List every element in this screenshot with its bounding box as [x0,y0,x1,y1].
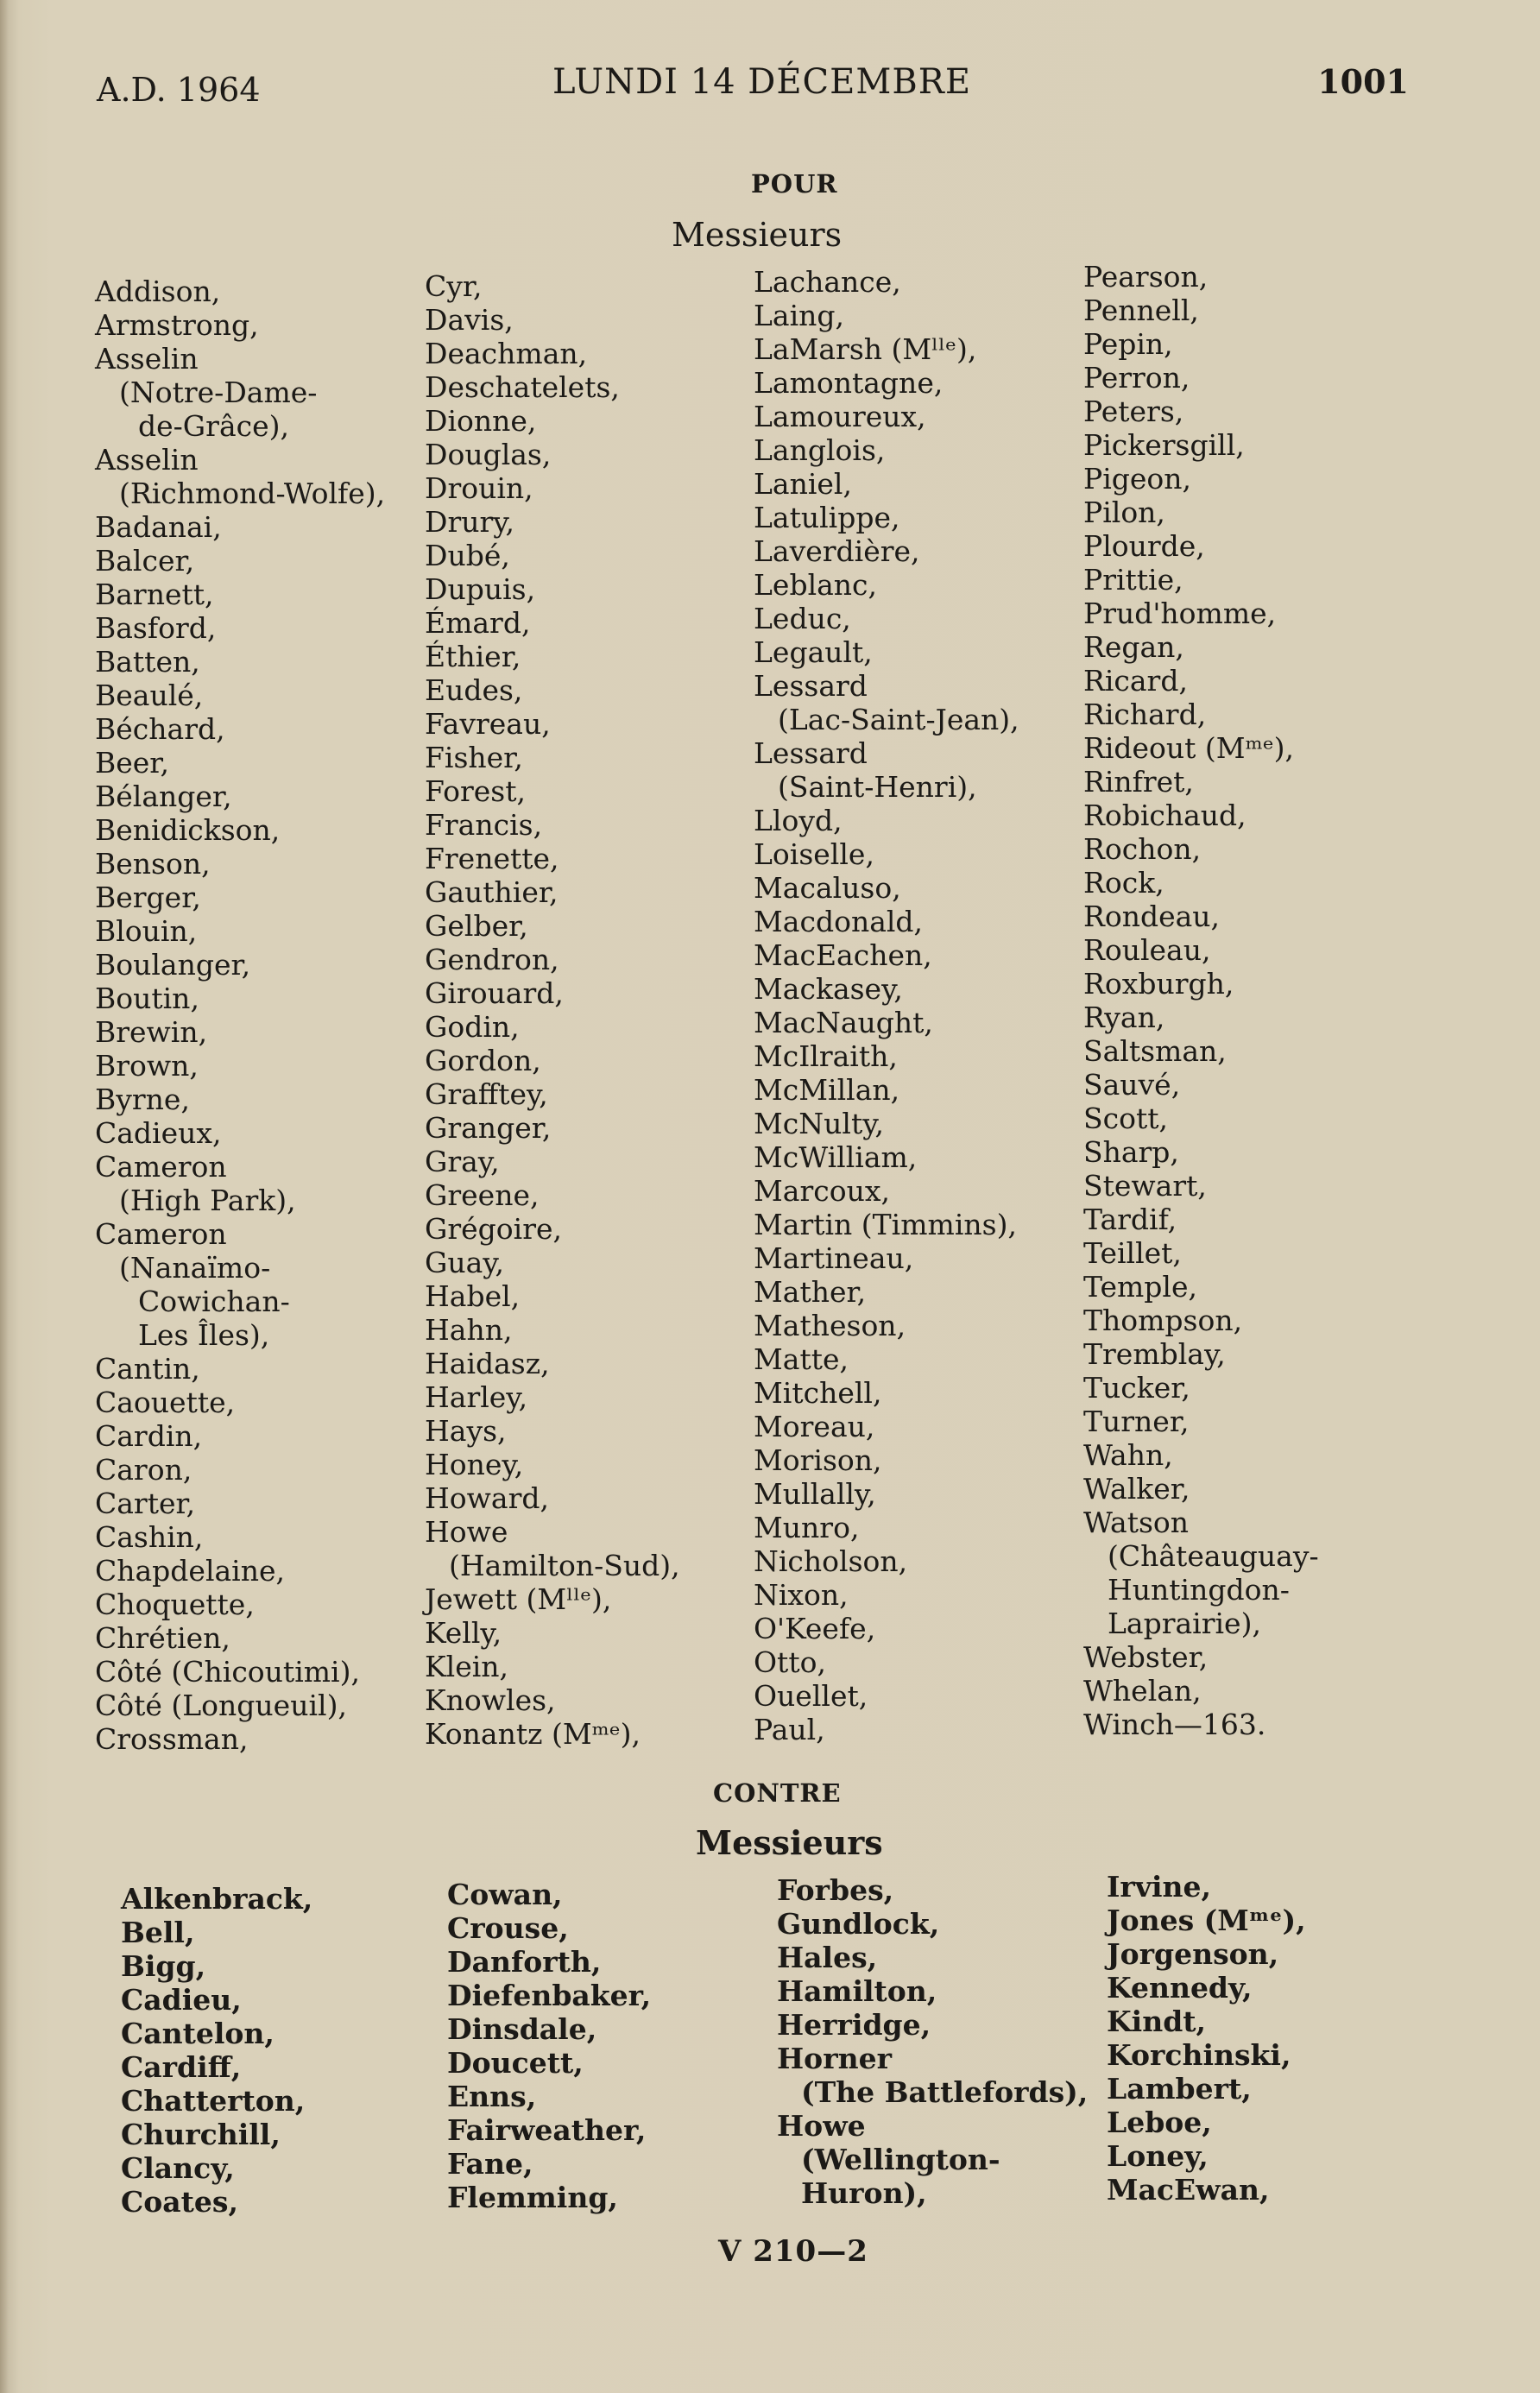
member-name: Francis, [425,808,543,842]
member-name: Langlois, [754,433,886,467]
member-name: Haidasz, [425,1347,550,1380]
member-name: Martineau, [754,1241,914,1275]
member-name: Deachman, [425,337,588,370]
member-name: Frenette, [425,842,559,875]
member-name: Danforth, [447,1945,602,1979]
member-name: Otto, [754,1645,826,1679]
member-name: Pennell, [1083,294,1199,327]
member-name: Walker, [1083,1472,1190,1506]
member-name: Douglas, [425,438,552,471]
member-name: Diefenbaker, [447,1979,652,2012]
member-name: Dubé, [425,539,510,572]
member-name: Macaluso, [754,871,901,905]
signature-mark: V 210—2 [718,2234,868,2269]
member-name: Regan, [1083,630,1184,664]
member-name: Crossman, [95,1722,249,1756]
member-name: Barnett, [95,578,214,611]
member-name: Pearson, [1083,260,1209,294]
member-name: Rock, [1083,866,1164,900]
member-name: Lessard [754,669,868,703]
member-name: Forbes, [777,1873,894,1907]
member-name: Beaulé, [95,679,204,712]
member-name: Favreau, [425,707,551,741]
contre-subheading: Messieurs [696,1823,883,1862]
member-name: Perron, [1083,361,1190,395]
member-name: Honey, [425,1448,524,1481]
member-name: MacEachen, [754,938,932,972]
member-name: Wahn, [1083,1438,1173,1472]
member-name: Watson [1083,1506,1190,1539]
page-header [97,62,1409,114]
member-name: Knowles, [425,1683,556,1717]
member-name: Loiselle, [754,837,874,871]
member-name: Côté (Longueuil), [95,1689,347,1722]
member-name: Dinsdale, [447,2012,597,2046]
member-name: Laverdière, [754,534,920,568]
member-name: Matheson, [754,1309,906,1342]
member-name: LaMarsh (Mˡˡᵉ), [754,332,977,366]
member-name: Roxburgh, [1083,967,1234,1001]
member-name: Whelan, [1083,1674,1202,1708]
member-name: (Nanaïmo- [119,1251,271,1285]
member-name: Morison, [754,1443,882,1477]
member-name: Gelber, [425,909,528,943]
member-name: Flemming, [447,2181,618,2214]
member-name: Fairweather, [447,2113,647,2147]
member-name: McIlraith, [754,1039,898,1073]
member-name: Klein, [425,1650,509,1683]
member-name: Ouellet, [754,1679,868,1713]
member-name: Horner [777,2042,892,2075]
contre-column-4 [1107,1870,1306,2207]
contre-column-1 [121,1882,312,2219]
member-name: Grafftey, [425,1077,548,1111]
member-name: Chatterton, [121,2084,306,2118]
member-name: (Hamilton-Sud), [449,1549,680,1582]
member-name: Lamoureux, [754,400,926,433]
member-name: Laprairie), [1108,1607,1261,1640]
member-name: Teillet, [1083,1236,1182,1270]
member-name: Hays, [425,1414,507,1448]
member-name: Mullally, [754,1477,876,1511]
member-name: Leduc, [754,602,851,635]
member-name: Martin (Timmins), [754,1208,1017,1241]
member-name: Thompson, [1083,1304,1243,1337]
member-name: Plourde, [1083,529,1205,563]
member-name: Korchinski, [1107,2038,1291,2072]
member-name: Godin, [425,1010,520,1044]
member-name: Boulanger, [95,948,251,982]
member-name: (Richmond-Wolfe), [119,477,386,510]
member-name: Howe [777,2109,866,2143]
member-name: Matte, [754,1342,849,1376]
member-name: Rideout (Mᵐᵉ), [1083,731,1294,765]
member-name: Basford, [95,611,217,645]
member-name: Cashin, [95,1520,204,1554]
member-name: Fane, [447,2147,533,2181]
pour-column-3 [754,265,1019,1746]
member-name: Asselin [95,443,199,477]
member-name: (Châteauguay- [1108,1539,1319,1573]
member-name: Girouard, [425,976,564,1010]
member-name: Benson, [95,847,211,881]
pour-column-2 [425,269,680,1751]
member-name: Cardiff, [121,2050,242,2084]
member-name: Bélanger, [95,780,232,813]
member-name: (Saint-Henri), [778,770,977,804]
member-name: Coates, [121,2185,238,2219]
member-name: Éthier, [425,640,521,673]
member-name: Eudes, [425,673,523,707]
member-name: Lachance, [754,265,901,299]
member-name: Gordon, [425,1044,541,1077]
member-name: Hahn, [425,1313,513,1347]
pour-heading: POUR [751,169,838,199]
member-name: Byrne, [95,1083,190,1116]
member-name: Pilon, [1083,496,1165,529]
member-name: O'Keefe, [754,1612,876,1645]
member-name: Carter, [95,1487,196,1520]
member-name: Lamontagne, [754,366,944,400]
member-name: Rondeau, [1083,900,1221,933]
member-name: Cowichan- [138,1285,290,1318]
member-name: Béchard, [95,712,225,746]
member-name: Batten, [95,645,200,679]
member-name: Gundlock, [777,1907,940,1941]
member-name: McMillan, [754,1073,900,1107]
member-name: Brown, [95,1049,199,1083]
member-name: Peters, [1083,395,1184,428]
member-name: Macdonald, [754,905,924,938]
member-name: Kennedy, [1107,1971,1253,2005]
member-name: Gray, [425,1145,500,1178]
member-name: Enns, [447,2080,537,2113]
header-date: LUNDI 14 DÉCEMBRE [552,62,972,102]
member-name: Alkenbrack, [121,1882,313,1916]
member-name: Ryan, [1083,1001,1165,1034]
member-name: Rouleau, [1083,933,1211,967]
member-name: Granger, [425,1111,552,1145]
member-name: McWilliam, [754,1140,918,1174]
member-name: Doucett, [447,2046,584,2080]
member-name: Herridge, [777,2008,931,2042]
member-name: Moreau, [754,1410,875,1443]
member-name: Harley, [425,1380,528,1414]
member-name: Habel, [425,1279,521,1313]
contre-column-3 [777,1873,1088,2210]
member-name: Churchill, [121,2118,281,2151]
member-name: Davis, [425,303,514,337]
member-name: MacEwan, [1107,2173,1270,2207]
member-name: Cantelon, [121,2017,275,2050]
member-name: Robichaud, [1083,799,1247,832]
member-name: Crouse, [447,1911,569,1945]
member-name: Hamilton, [777,1974,937,2008]
member-name: Caouette, [95,1386,236,1419]
member-name: Leblanc, [754,568,878,602]
member-name: Mitchell, [754,1376,882,1410]
member-name: Tardif, [1083,1203,1177,1236]
member-name: Temple, [1083,1270,1197,1304]
member-name: Pepin, [1083,327,1173,361]
member-name: MacNaught, [754,1006,933,1039]
pour-column-1 [95,275,385,1756]
member-name: Konantz (Mᵐᵉ), [425,1717,641,1751]
member-name: Kelly, [425,1616,502,1650]
member-name: Scott, [1083,1102,1168,1135]
member-name: Stewart, [1083,1169,1207,1203]
member-name: Mather, [754,1275,867,1309]
member-name: Dupuis, [425,572,536,606]
member-name: Pigeon, [1083,462,1192,496]
member-name: Dionne, [425,404,537,438]
member-name: Émard, [425,606,531,640]
member-name: Bell, [121,1916,195,1949]
member-name: Prud'homme, [1083,597,1277,630]
member-name: Guay, [425,1246,505,1279]
member-name: Jones (Mᵐᵉ), [1107,1904,1306,1937]
member-name: Irvine, [1107,1870,1212,1904]
member-name: Huron), [801,2176,927,2210]
member-name: Howe [425,1515,508,1549]
member-name: (High Park), [119,1184,296,1217]
member-name: Laniel, [754,467,852,501]
member-name: Prittie, [1083,563,1183,597]
member-name: Paul, [754,1713,825,1746]
member-name: Clancy, [121,2151,235,2185]
member-name: (Lac-Saint-Jean), [778,703,1019,736]
member-name: Richard, [1083,698,1207,731]
member-name: Addison, [95,275,221,308]
member-name: Boutin, [95,982,199,1015]
member-name: Balcer, [95,544,195,578]
member-name: Lambert, [1107,2072,1252,2106]
header-page-number: 1001 [1317,62,1409,101]
member-name: Drury, [425,505,515,539]
member-name: Hales, [777,1941,878,1974]
member-name: Cyr, [425,269,483,303]
member-name: Chrétien, [95,1621,230,1655]
member-name: Cameron [95,1217,227,1251]
member-name: Grégoire, [425,1212,563,1246]
member-name: (Notre-Dame- [119,376,318,409]
member-name: (The Battlefords), [801,2075,1089,2109]
member-name: Gauthier, [425,875,559,909]
member-name: Laing, [754,299,845,332]
member-name: Cadieux, [95,1116,222,1150]
member-name: Saltsman, [1083,1034,1227,1068]
member-name: Deschatelets, [425,370,620,404]
member-name: Jewett (Mˡˡᵉ), [425,1582,612,1616]
member-name: Kindt, [1107,2005,1207,2038]
member-name: Armstrong, [95,308,259,342]
member-name: Côté (Chicoutimi), [95,1655,360,1689]
member-name: Cardin, [95,1419,203,1453]
member-name: Ricard, [1083,664,1188,698]
member-name: Rinfret, [1083,765,1194,799]
member-name: Huntingdon- [1108,1573,1290,1607]
contre-column-2 [447,1878,651,2214]
header-year: A.D. 1964 [97,71,261,109]
member-name: Cantin, [95,1352,200,1386]
member-name: Greene, [425,1178,540,1212]
member-name: Latulippe, [754,501,900,534]
member-name: Legault, [754,635,873,669]
member-name: Les Îles), [138,1318,270,1352]
member-name: Blouin, [95,914,198,948]
member-name: Choquette, [95,1588,255,1621]
member-name: Sharp, [1083,1135,1179,1169]
member-name: McNulty, [754,1107,884,1140]
pour-column-4 [1083,260,1319,1741]
member-name: Howard, [425,1481,549,1515]
member-name: Lloyd, [754,804,843,837]
member-name: Webster, [1083,1640,1209,1674]
member-name: Chapdelaine, [95,1554,286,1588]
member-name: Marcoux, [754,1174,890,1208]
member-name: Gendron, [425,943,559,976]
member-name: Cowan, [447,1878,563,1911]
member-name: Pickersgill, [1083,428,1245,462]
member-name: Mackasey, [754,972,903,1006]
member-name: Cadieu, [121,1983,242,2017]
member-name: Asselin [95,342,199,376]
member-name: Bigg, [121,1949,206,1983]
member-name: Badanai, [95,510,222,544]
member-name: Winch—163. [1083,1708,1266,1741]
member-name: Nixon, [754,1578,849,1612]
member-name: Turner, [1083,1405,1190,1438]
member-name: Nicholson, [754,1544,908,1578]
member-name: Berger, [95,881,201,914]
member-name: Fisher, [425,741,523,774]
member-name: Munro, [754,1511,860,1544]
member-name: Rochon, [1083,832,1202,866]
member-name: de-Grâce), [138,409,289,443]
member-name: Tremblay, [1083,1337,1226,1371]
member-name: Cameron [95,1150,227,1184]
member-name: Brewin, [95,1015,208,1049]
member-name: Lessard [754,736,868,770]
member-name: Forest, [425,774,526,808]
member-name: Tucker, [1083,1371,1190,1405]
member-name: Benidickson, [95,813,281,847]
member-name: (Wellington- [801,2143,1000,2176]
member-name: Jorgenson, [1107,1937,1279,1971]
pour-subheading: Messieurs [672,216,843,254]
member-name: Beer, [95,746,169,780]
member-name: Leboe, [1107,2106,1212,2139]
member-name: Caron, [95,1453,192,1487]
contre-heading: CONTRE [713,1778,842,1808]
member-name: Loney, [1107,2139,1209,2173]
member-name: Drouin, [425,471,533,505]
member-name: Sauvé, [1083,1068,1181,1102]
